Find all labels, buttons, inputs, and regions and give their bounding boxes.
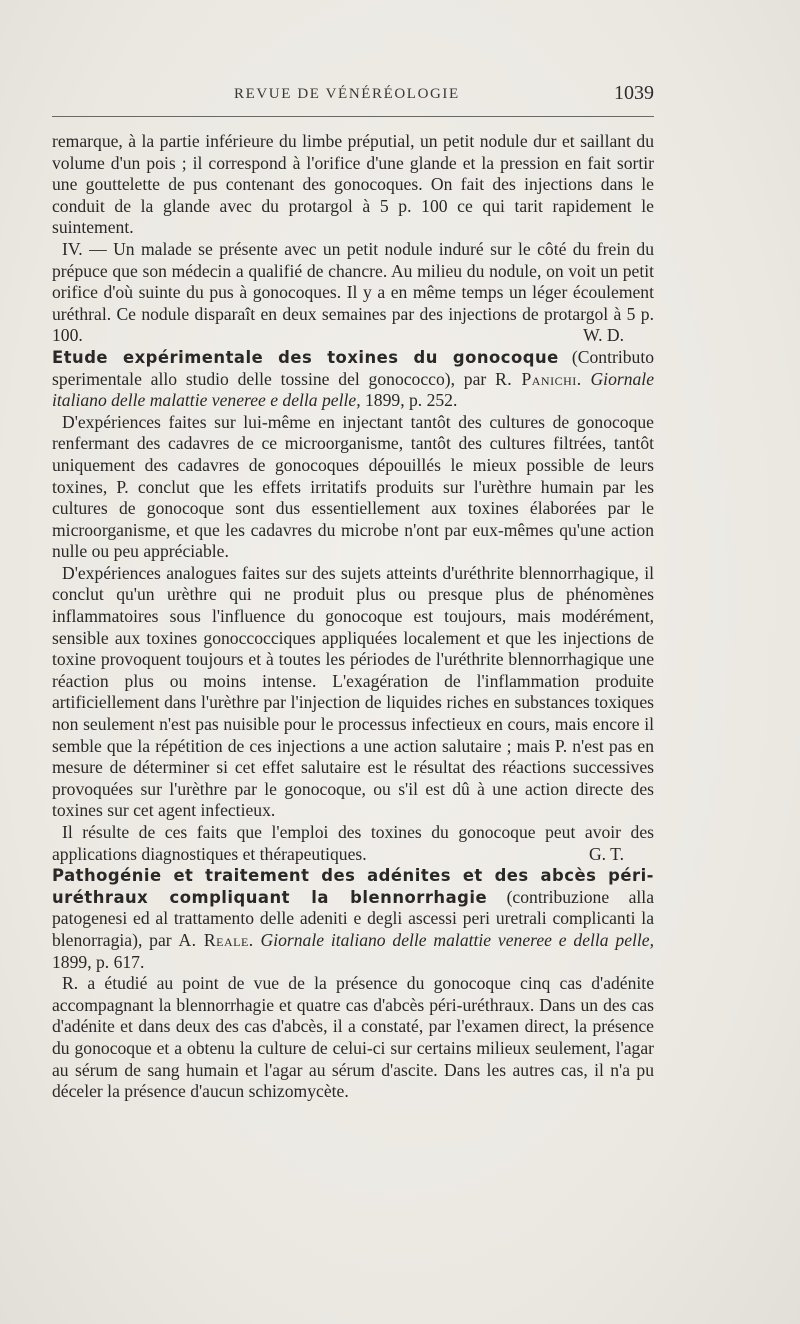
paragraph-4: D'expériences analogues faites sur des sujets atteints d'uréthrite blennorrhagique, il conclut qu'un urèthre qui ne produit plus ou presque plus de phénomènes inflammatoires sous l'influence du gonocoque est toujours, mais modérément, sensible aux toxines gonoccocciques appliquées localement et que les injections de toxine provoquent toujours et à toutes les périodes de l'uréthrite blennorrhagique une réaction plus ou moins intense. L'exagération de l'inflammation produite artificiellement dans l'urèthre par l'injection de liquides riches en substances toxiques non seulement n'est pas nuisible pour le processus infectieux en cours, mais encore il semble que la répétition de ces injections a une action salutaire ; mais P. n'est pas en mesure de déterminer si cet effet salutaire est le résultat des réactions successives provoquées sur l'urèthre par le gonocoque, ou s'il est dû à une action directe des toxines sur cet agent infectieux. <box>52 562 654 821</box>
paragraph-2 <box>52 239 654 347</box>
page-number: 1039 <box>614 82 654 104</box>
paragraph-6: R. a étudié au point de vue de la présence du gonocoque cinq cas d'adénite accompagnant la blennorrhagie et quatre cas d'abcès péri-uréthraux. Dans un des cas d'adénite et dans deux des cas d'abcès, il a constaté, par l'examen direct, la présence du gonocoque et a obtenu la culture de celui-ci sur certains milieux seulement, l'agar au sérum de sang humain et l'agar au sérum d'ascite. Dans les autres cas, il n'a pu déceler la présence d'aucun schizomycète. <box>52 973 654 1102</box>
paragraph-2-signature: W. D. <box>583 325 624 346</box>
article-2-reference: 1899, p. 617. <box>52 951 145 972</box>
article-1-subtitle: (Contributo sperimentale allo studio delle tossine del gonococco), par <box>52 346 655 389</box>
running-head: REVUE DE VÉNÉRÉOLOGIE <box>234 86 460 102</box>
paragraph-3: D'expériences faites sur lui-même en injectant tantôt des cultures de gonocoque renfermant des cadavres de ce microorganisme, tantôt des cultures filtrées, tantôt uniquement des cadavres de gonocoques dépouillés le mieux possible de leurs toxines, P. conclut que les effets irritatifs produits sur l'urèthre humain par les cultures de gonocoque sont dus essentiellement aux toxines élaborées par le microorganisme, et que les cadavres du microbe n'ont par eux-mêmes qu'une action nulle ou peu appréciable. <box>52 411 654 562</box>
paragraph-2-text: IV. — Un malade se présente avec un petit nodule induré sur le côté du frein du prépuce que son médecin a qualifié de chancre. Au milieu du nodule, on voit un petit orifice d'où suinte du pus à gonocoques. Il y a en même temps un léger écoulement uréthral. Ce nodule disparaît en deux semaines par des injections de protargol à 5 p. 100. <box>52 238 654 346</box>
page-header <box>52 82 654 110</box>
article-1-reference: 1899, p. 252. <box>360 390 458 411</box>
article-2-author: A. Reale. <box>178 929 254 950</box>
paragraph-5 <box>52 822 654 865</box>
article-2-heading <box>52 865 654 973</box>
article-1-heading <box>52 347 654 412</box>
paragraph-5-text: Il résulte de ces faits que l'emploi des toxines du gonocoque peut avoir des applications diagnostiques et thérapeutiques. <box>52 822 654 864</box>
article-1-author: R. Panichi. <box>495 368 582 389</box>
header-rule <box>52 116 654 117</box>
paragraph-1: remarque, à la partie inférieure du limbe préputial, un petit nodule dur et saillant du volume d'un pois ; il correspond à l'orifice d'une glande et la pression en fait sortir une gouttelette de pus contenant des gonocoques. On fait des injections dans le conduit de la glande avec du protargol à 5 p. 100 ce qui tarit rapidement le suintement. <box>52 131 654 238</box>
article-1-journal: Giornale italiano delle malattie veneree e della pelle, <box>52 368 654 411</box>
article-2-title: Pathogénie et traitement des adénites et des abcès péri-uréthraux compliquant la blennorrhagie <box>52 866 654 907</box>
article-2-journal: Giornale italiano delle malattie veneree e della pelle, <box>260 929 654 950</box>
article-1-title: Etude expérimentale des toxines du gonocoque <box>52 347 559 367</box>
paragraph-5-signature: G. T. <box>588 843 624 864</box>
article-2-subtitle: (contribuzione alla patogenesi ed al trattamento delle adeniti e degli ascessi peri uretrali complicanti la blenorragia), par <box>52 886 654 950</box>
page-body <box>52 131 654 1103</box>
